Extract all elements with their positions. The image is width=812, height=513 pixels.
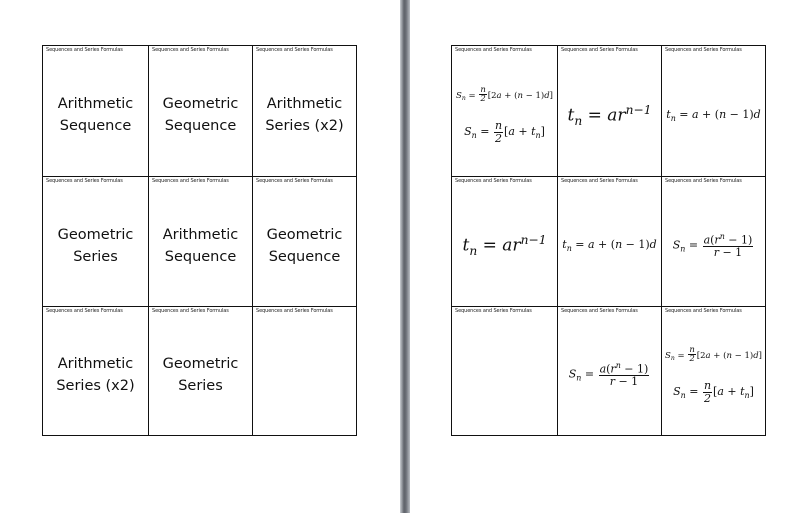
formula-card[interactable] [558,46,662,177]
right-page [410,0,812,513]
term-card[interactable] [43,307,149,436]
term-card[interactable] [253,46,357,177]
term-card[interactable] [43,46,149,177]
card-header: Sequences and Series Formulas [46,308,123,314]
page-gutter [400,0,410,513]
card-header: Sequences and Series Formulas [665,178,742,184]
card-header: Sequences and Series Formulas [256,308,333,314]
card-header: Sequences and Series Formulas [561,308,638,314]
card-label: Geometric Sequence [162,96,239,134]
term-card[interactable] [43,177,149,307]
formula-card[interactable] [662,307,766,436]
term-card-grid [42,45,357,436]
formula-arith-sequence: $t_n = a + (n - 1)d$ [666,107,761,123]
card-header: Sequences and Series Formulas [46,47,123,53]
card-header: Sequences and Series Formulas [665,47,742,53]
card-label: Geometric Series [162,356,239,394]
formula-arith-series-a: $S_n$ = $\frac{n}{2}$ [2a + (n − 1)d] [456,84,553,105]
term-card[interactable] [253,177,357,307]
card-label: Arithmetic Series (x2) [265,96,344,134]
card-header: Sequences and Series Formulas [561,47,638,53]
formula-card-empty[interactable] [452,307,558,436]
left-page [0,0,400,513]
card-header: Sequences and Series Formulas [152,308,229,314]
card-header: Sequences and Series Formulas [152,47,229,53]
card-header: Sequences and Series Formulas [455,178,532,184]
formula-arith-series-b: $S_n$ = $\frac{n}{2}$ $[a + t_n]$ [673,379,754,405]
formula-arithmetic-series [665,338,762,405]
formula-card[interactable] [452,46,558,177]
formula-card[interactable] [558,307,662,436]
formula-geo-series: $S_n$ = $\frac{a(r^n - 1)}{r - 1}$ [568,361,649,389]
formula-arith-sequence: $t_n = a + (n - 1)d$ [562,238,657,253]
term-card[interactable] [149,307,253,436]
card-header: Sequences and Series Formulas [665,308,742,314]
formula-geo-series: $S_n$ = $\frac{a(r^n - 1)}{r - 1}$ [672,231,753,259]
formula-card-grid [451,45,766,436]
formula-arith-series-b: $S_n$ = $\frac{n}{2}$ $[a + t_n]$ [464,119,545,145]
formula-arithmetic-series [456,78,553,145]
card-header: Sequences and Series Formulas [455,47,532,53]
card-label: Arithmetic Sequence [57,96,134,134]
formula-geo-sequence: $t_n = ar^{n-1}$ [567,102,652,128]
term-card[interactable] [149,177,253,307]
card-label: Geometric Series [57,226,134,265]
term-card-empty[interactable] [253,307,357,436]
card-label: Arithmetic Series (x2) [56,356,135,394]
card-label: Geometric Sequence [266,226,343,265]
formula-card[interactable] [558,177,662,307]
formula-card[interactable] [452,177,558,307]
term-card[interactable] [149,46,253,177]
formula-geo-sequence: $t_n = ar^{n-1}$ [462,233,547,258]
card-header: Sequences and Series Formulas [455,308,532,314]
card-header: Sequences and Series Formulas [256,178,333,184]
formula-arith-series-a: $S_n$ = $\frac{n}{2}$ [2a + (n − 1)d] [665,344,762,365]
card-header: Sequences and Series Formulas [256,47,333,53]
card-label: Arithmetic Sequence [162,226,239,265]
formula-card[interactable] [662,177,766,307]
formula-card[interactable] [662,46,766,177]
card-header: Sequences and Series Formulas [152,178,229,184]
card-header: Sequences and Series Formulas [561,178,638,184]
card-header: Sequences and Series Formulas [46,178,123,184]
